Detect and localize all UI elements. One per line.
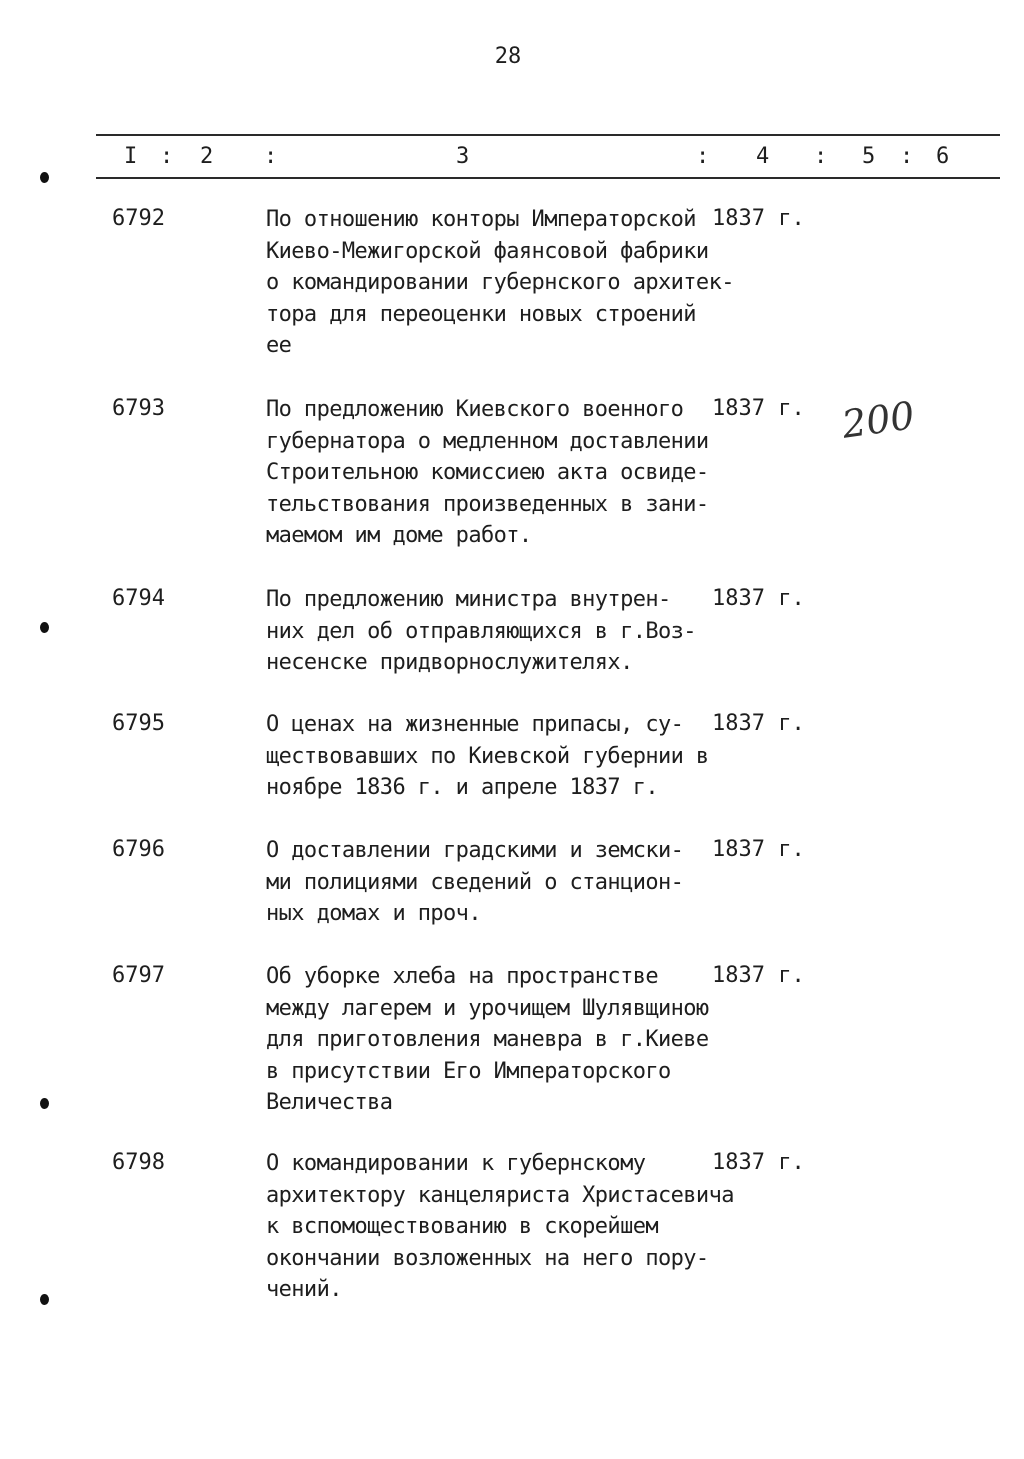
column-separator: : (264, 144, 278, 169)
column-header-5: 5 (862, 144, 876, 169)
entry-year: 1837 г. (712, 837, 805, 862)
punch-hole-mark (40, 1294, 49, 1305)
page-number: 28 (494, 44, 522, 69)
column-separator: : (160, 144, 174, 169)
entry-description: По предложению министра внутрен- них дел об отправляющихся в г.Воз- несенске придворнослужителях. (266, 587, 696, 675)
entry-number: 6792 (112, 206, 165, 231)
column-header-2: 2 (200, 144, 214, 169)
entry-year: 1837 г. (712, 206, 805, 231)
entry-description: О ценах на жизненные припасы, су- ществовавших по Киевской губернии в ноябре 1836 г. и апреле 1837 г. (266, 712, 709, 800)
header-rule-bottom (96, 177, 1000, 179)
entry-number: 6797 (112, 963, 165, 988)
column-separator: : (696, 144, 710, 169)
entry-number: 6793 (112, 396, 165, 421)
entry-number: 6798 (112, 1150, 165, 1175)
entry-description: О командировании к губернскому архитектору канцеляриста Христасевича к вспомоществованию в скорейшем окончании возложенных на него пору- чений. (266, 1151, 734, 1302)
punch-hole-mark (40, 172, 49, 183)
entry-year: 1837 г. (712, 396, 805, 421)
entry-number: 6795 (112, 711, 165, 736)
entry-number: 6794 (112, 586, 165, 611)
entry-description: Об уборке хлеба на пространстве между лагерем и урочищем Шулявщиною для приготовления маневра в г.Киеве в присутствии Его Императорского Величества (266, 964, 709, 1115)
punch-hole-mark (40, 622, 49, 633)
column-header-6: 6 (936, 144, 950, 169)
header-rule-top (96, 134, 1000, 136)
entry-year: 1837 г. (712, 711, 805, 736)
column-separator: : (814, 144, 828, 169)
entry-description: О доставлении градскими и земски- ми полициями сведений о станцион- ных домах и проч. (266, 838, 684, 926)
column-header-4: 4 (756, 144, 770, 169)
entry-year: 1837 г. (712, 586, 805, 611)
column-header-3: 3 (456, 144, 470, 169)
entry-number: 6796 (112, 837, 165, 862)
column-separator: : (900, 144, 914, 169)
entry-year: 1837 г. (712, 963, 805, 988)
entry-description: По отношению конторы Императорской Киево-Межигорской фаянсовой фабрики о командировании губернского архитек- тора для переоценки новых строений ее (266, 207, 734, 358)
entry-description: По предложению Киевского военного губернатора о медленном доставлении Строительною комиссиею акта освиде- тельствования произведенных в зани- маемом им доме работ. (266, 397, 709, 548)
column-header-1: I (124, 144, 138, 169)
punch-hole-mark (40, 1098, 49, 1109)
handwritten-annotation: 200 (839, 393, 918, 447)
entry-year: 1837 г. (712, 1150, 805, 1175)
